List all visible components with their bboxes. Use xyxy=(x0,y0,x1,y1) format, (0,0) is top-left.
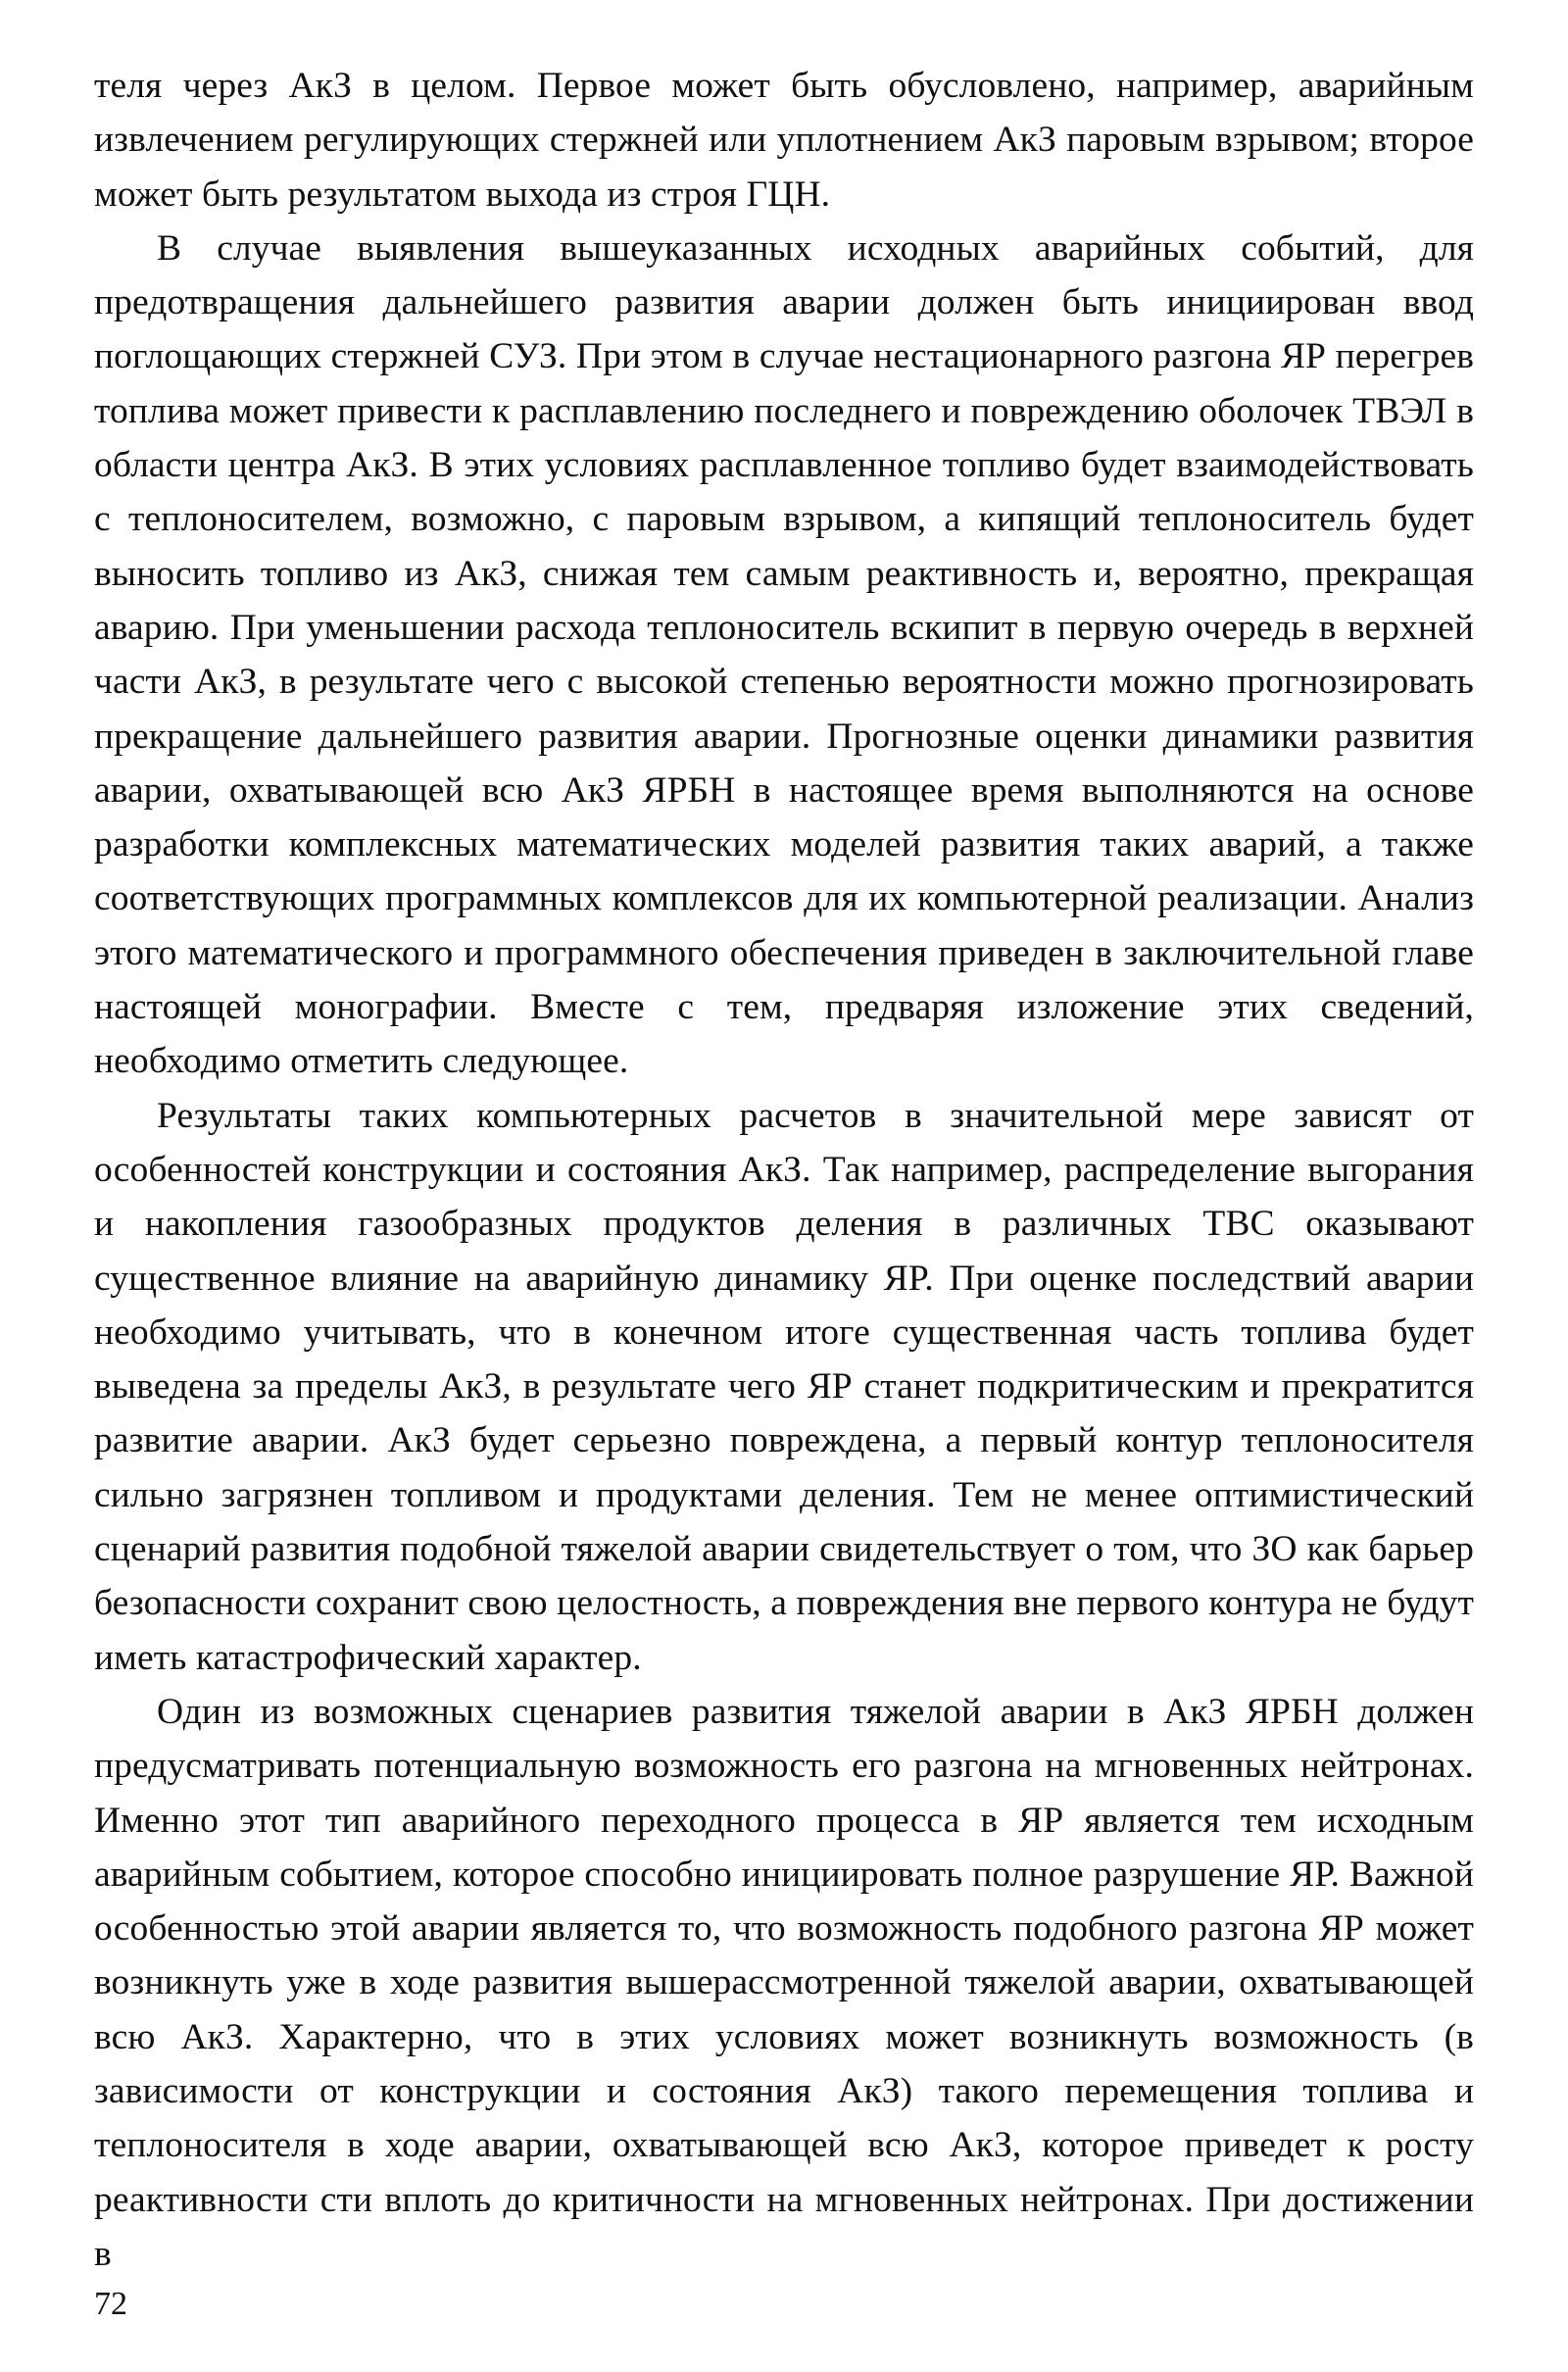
page-body xyxy=(94,59,1474,2281)
paragraph-2: В случае выявления вышеуказанных исходных аварийных событий, для предотвращения дальнейшего развития аварии должен быть инициирован ввод поглощающих стержней СУЗ. При этом в случае нестационарного разгона ЯР перегрев топлива может привести к расплавлению последнего и повреждению оболочек ТВЭЛ в области центра АкЗ. В этих условиях расплавленное топливо будет взаимодействовать с теплоносителем, возможно, с паровым взрывом, а кипящий теплоноситель будет выносить топливо из АкЗ, снижая тем самым реактивность и, вероятно, прекращая аварию. При уменьшении расхода теплоноситель вскипит в первую очередь в верхней части АкЗ, в результате чего с высокой степенью вероятности можно прогнозировать прекращение дальнейшего развития аварии. Прогнозные оценки динамики развития аварии, охватывающей всю АкЗ ЯРБН в настоящее время выполняются на основе разработки комплексных математических моделей развития таких аварий, а также соответствующих программных комплексов для их компьютерной реализации. Анализ этого математического и программного обеспечения приведен в заключительной главе настоящей монографии. Вместе с тем, предваряя изложение этих сведений, необходимо отметить следующее. xyxy=(94,227,1474,1082)
paragraph-4: Один из возможных сценариев развития тяжелой аварии в АкЗ ЯРБН должен предусматривать потенциальную возможность его разгона на мгновенных нейтронах. Именно этот тип аварийного переходного процесса в ЯР является тем исходным аварийным событием, которое способно инициировать полное разрушение ЯР. Важной особенностью этой аварии является то, что возможность подобного разгона ЯР может возникнуть уже в ходе развития вышерассмотренной тяжелой аварии, охватывающей всю АкЗ. Характерно, что в этих условиях может возникнуть возможность (в зависимости от конструкции и состояния АкЗ) такого перемещения топлива и теплоносителя в ходе аварии, охватывающей всю АкЗ, которое приведет к росту реактивности сти вплоть до критичности на мгновенных нейтронах. При достижении в xyxy=(94,1691,1474,2274)
paragraph-1: теля через АкЗ в целом. Первое может быть обусловлено, например, аварийным извлечением регулирующих стержней или уплотнением АкЗ паровым взрывом; второе может быть результатом выхода из строя ГЦН. xyxy=(94,66,1474,215)
page-number: 72 xyxy=(94,2286,127,2322)
paragraph-3: Результаты таких компьютерных расчетов в значительной мере зависят от особенностей конструкции и состояния АкЗ. Так например, распределение выгорания и накопления газообразных продуктов деления в различных ТВС оказывают существенное влияние на аварийную динамику ЯР. При оценке последствий аварии необходимо учитывать, что в конечном итоге существенная часть топлива будет выведена за пределы АкЗ, в результате чего ЯР станет подкритическим и прекратится развитие аварии. АкЗ будет серьезно повреждена, а первый контур теплоносителя сильно загрязнен топливом и продуктами деления. Тем не менее оптимистический сценарий развития подобной тяжелой аварии свидетельствует о том, что ЗО как барьер безопасности сохранит свою целостность, а повреждения вне первого контура не будут иметь катастрофический характер. xyxy=(94,1095,1474,1678)
